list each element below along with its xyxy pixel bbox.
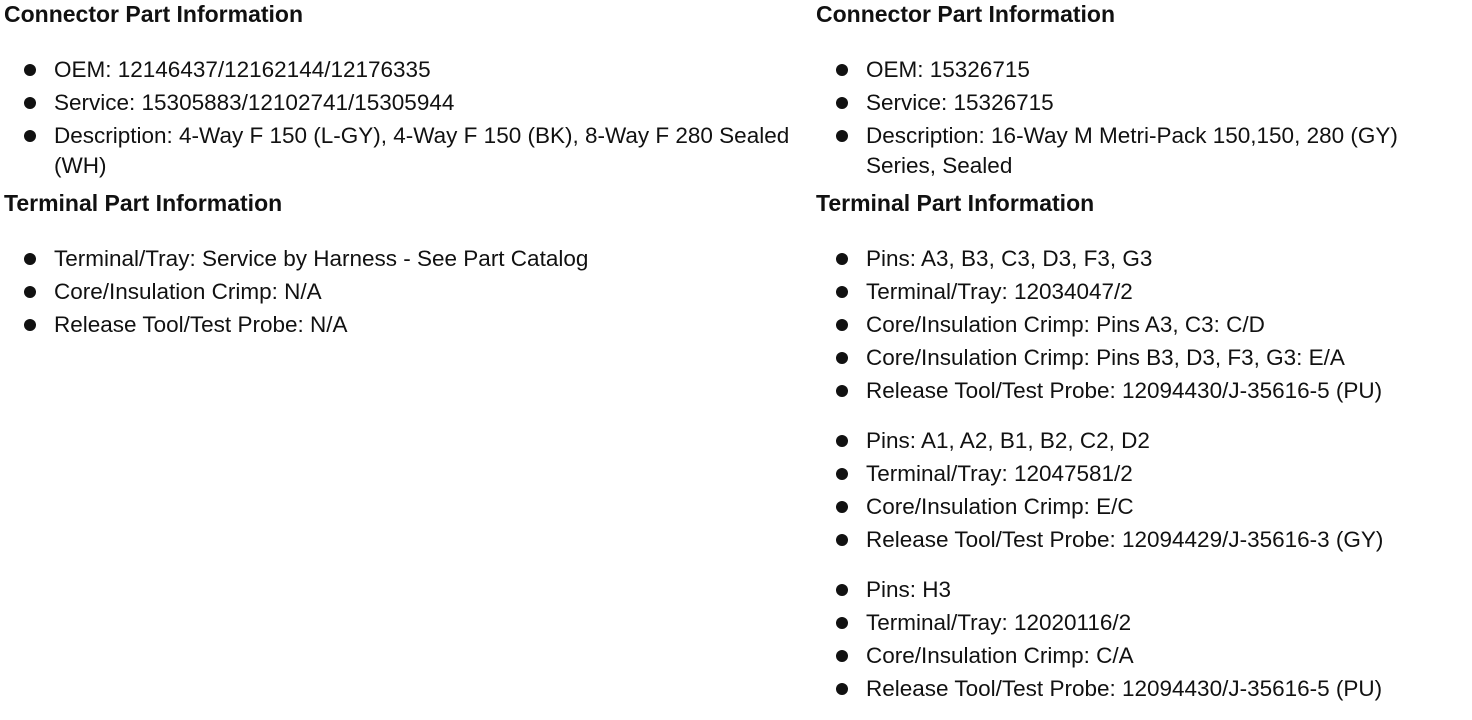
list-item bbox=[816, 55, 1468, 85]
bullet-icon bbox=[24, 130, 36, 142]
list-item bbox=[4, 55, 804, 85]
list-item-text: Description: 4-Way F 150 (L-GY), 4-Way F 150 (BK), 8-Way F 280 Sealed (WH) bbox=[54, 123, 790, 178]
bullet-icon bbox=[836, 352, 848, 364]
list-item-text: Core/Insulation Crimp: C/A bbox=[866, 643, 1134, 668]
list-item-text: Core/Insulation Crimp: N/A bbox=[54, 279, 322, 304]
list-item-text: Pins: A1, A2, B1, B2, C2, D2 bbox=[866, 428, 1150, 453]
list-item bbox=[816, 244, 1468, 274]
bullet-icon bbox=[836, 501, 848, 513]
list-item-text: Service: 15326715 bbox=[866, 90, 1054, 115]
list-item-text: Core/Insulation Crimp: E/C bbox=[866, 494, 1134, 519]
list-item bbox=[816, 376, 1468, 406]
list-item-text: Terminal/Tray: 12034047/2 bbox=[866, 279, 1133, 304]
terminal-group-list bbox=[816, 575, 1468, 704]
bullet-icon bbox=[24, 97, 36, 109]
bullet-icon bbox=[836, 319, 848, 331]
list-item bbox=[816, 277, 1468, 307]
bullet-icon bbox=[836, 130, 848, 142]
list-item bbox=[816, 525, 1468, 555]
bullet-icon bbox=[836, 468, 848, 480]
list-item-text: Release Tool/Test Probe: N/A bbox=[54, 312, 348, 337]
bullet-icon bbox=[24, 253, 36, 265]
list-item-text: Release Tool/Test Probe: 12094429/J-35616-3 (GY) bbox=[866, 527, 1384, 552]
bullet-icon bbox=[836, 650, 848, 662]
list-item bbox=[816, 343, 1468, 373]
terminal-part-heading: Terminal Part Information bbox=[4, 190, 283, 216]
list-item bbox=[816, 310, 1468, 340]
terminal-part-list bbox=[4, 244, 804, 340]
bullet-icon bbox=[836, 617, 848, 629]
list-item bbox=[816, 121, 1468, 181]
list-item-text: Release Tool/Test Probe: 12094430/J-35616-5 (PU) bbox=[866, 676, 1383, 701]
bullet-icon bbox=[836, 286, 848, 298]
list-item-text: Pins: H3 bbox=[866, 577, 952, 602]
bullet-icon bbox=[836, 97, 848, 109]
list-item bbox=[4, 121, 804, 181]
list-item-text: Service: 15305883/12102741/15305944 bbox=[54, 90, 455, 115]
bullet-icon bbox=[24, 319, 36, 331]
list-item-text: Description: 16-Way M Metri-Pack 150,150, 280 (GY) Series, Sealed bbox=[866, 123, 1398, 178]
connector-part-heading: Connector Part Information bbox=[4, 1, 304, 27]
terminal-part-heading: Terminal Part Information bbox=[816, 190, 1095, 216]
list-item bbox=[4, 88, 804, 118]
list-item-text: Terminal/Tray: 12047581/2 bbox=[866, 461, 1133, 486]
list-item bbox=[816, 492, 1468, 522]
connector-part-list bbox=[4, 55, 804, 181]
connector-part-heading: Connector Part Information bbox=[816, 1, 1116, 27]
list-item-text: Core/Insulation Crimp: Pins A3, C3: C/D bbox=[866, 312, 1265, 337]
list-item bbox=[816, 608, 1468, 638]
list-item bbox=[816, 674, 1468, 704]
list-item bbox=[4, 277, 804, 307]
left-column bbox=[4, 0, 804, 343]
list-item bbox=[4, 310, 804, 340]
list-item bbox=[816, 88, 1468, 118]
list-item bbox=[816, 641, 1468, 671]
bullet-icon bbox=[836, 253, 848, 265]
terminal-group-list bbox=[816, 244, 1468, 406]
bullet-icon bbox=[836, 64, 848, 76]
list-item-text: Release Tool/Test Probe: 12094430/J-35616-5 (PU) bbox=[866, 378, 1383, 403]
bullet-icon bbox=[24, 64, 36, 76]
right-column bbox=[816, 0, 1468, 707]
connector-part-list bbox=[816, 55, 1468, 181]
list-item bbox=[816, 575, 1468, 605]
list-item-text: Terminal/Tray: Service by Harness - See Part Catalog bbox=[54, 246, 589, 271]
list-item bbox=[816, 459, 1468, 489]
list-item-text: OEM: 12146437/12162144/12176335 bbox=[54, 57, 431, 82]
list-item-text: Core/Insulation Crimp: Pins B3, D3, F3, G3: E/A bbox=[866, 345, 1345, 370]
bullet-icon bbox=[24, 286, 36, 298]
list-item bbox=[816, 426, 1468, 456]
list-item-text: OEM: 15326715 bbox=[866, 57, 1030, 82]
list-item bbox=[4, 244, 804, 274]
bullet-icon bbox=[836, 385, 848, 397]
list-item-text: Terminal/Tray: 12020116/2 bbox=[866, 610, 1132, 635]
terminal-group-list bbox=[816, 426, 1468, 555]
list-item-text: Pins: A3, B3, C3, D3, F3, G3 bbox=[866, 246, 1153, 271]
bullet-icon bbox=[836, 584, 848, 596]
bullet-icon bbox=[836, 435, 848, 447]
bullet-icon bbox=[836, 683, 848, 695]
bullet-icon bbox=[836, 534, 848, 546]
